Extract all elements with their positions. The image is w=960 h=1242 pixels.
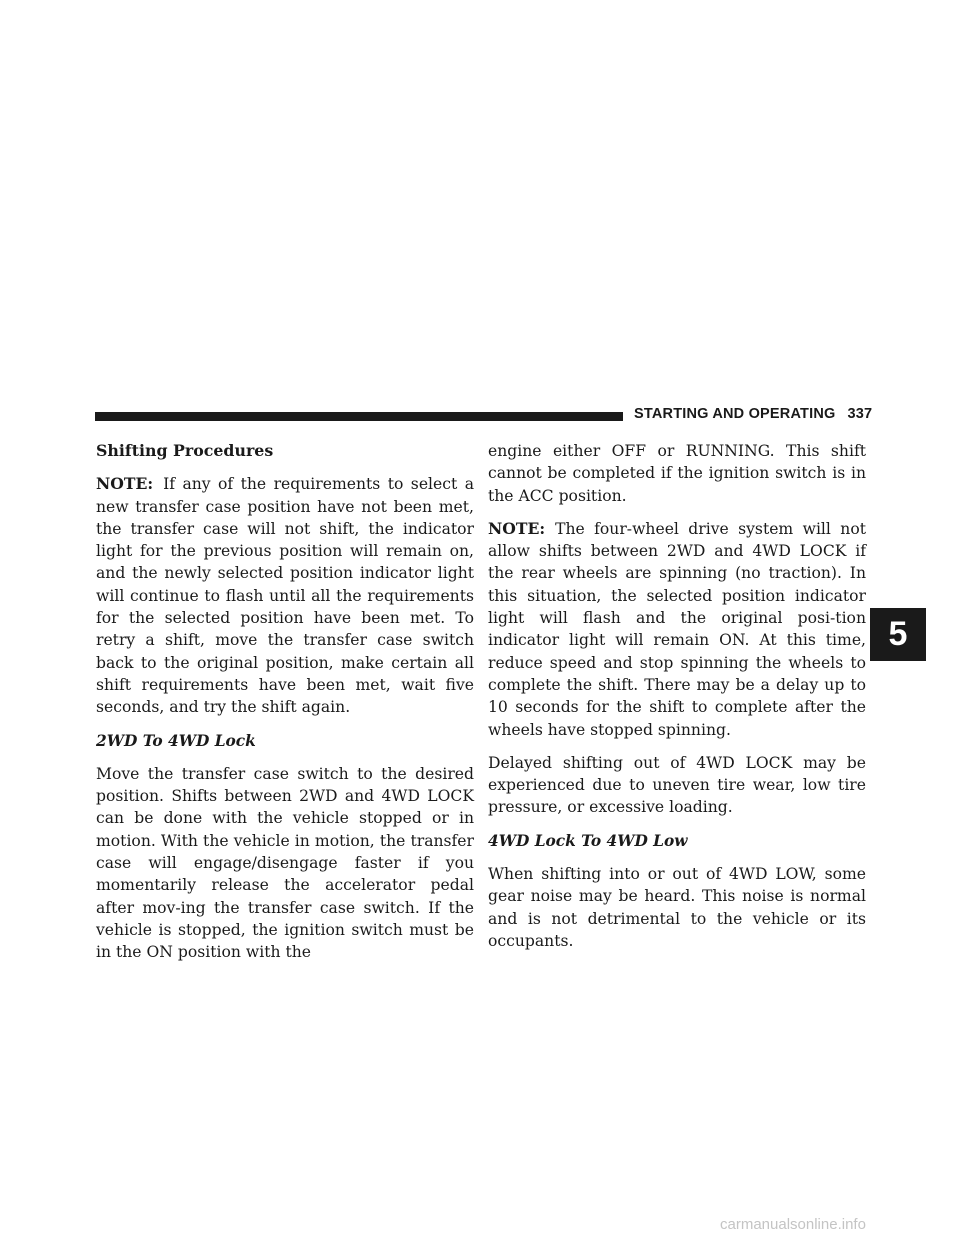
running-header (634, 406, 872, 422)
note-label: NOTE: (96, 474, 154, 494)
body-paragraph-continued: engine either OFF or RUNNING. This shift cannot be completed if the ignition switch is in the ACC position. (488, 442, 866, 505)
subheading-4wd-lock-to-4wd-low: 4WD Lock To 4WD Low (488, 831, 688, 850)
body-paragraph: Delayed shifting out of 4WD LOCK may be experienced due to uneven tire wear, low tire pressure, or excessive loading. (488, 753, 866, 817)
right-column (488, 440, 866, 952)
subheading-2wd-to-4wd-lock: 2WD To 4WD Lock (96, 731, 256, 750)
section-title: STARTING AND OPERATING (634, 406, 836, 422)
chapter-tab: 5 (870, 608, 926, 661)
body-paragraph: When shifting into or out of 4WD LOW, some gear noise may be heard. This noise is normal and is not detrimental to the vehicle or its occupants. (488, 865, 866, 950)
watermark: carmanualsonline.info (720, 1216, 866, 1233)
note-text: If any of the requirements to select a new transfer case position have not been met, the transfer case will not shift, the indicator light for the previous position will remain on, and the newly selected position indicator light will continue to flash until all the requirements for the selected position have been met. To retry a shift, move the transfer case switch back to the original position, make certain all shift requirements have been met, wait five seconds, and try the shift again. (96, 475, 474, 717)
header-rule (95, 412, 623, 421)
page-number: 337 (847, 406, 873, 422)
left-column (96, 440, 474, 964)
note-label: NOTE: (488, 518, 546, 538)
note-paragraph-2 (488, 518, 866, 741)
note-text: The four-wheel drive system will not allow shifts between 2WD and 4WD LOCK if the rear wheels are spinning (no traction). In this situation, the selected position indicator light will flash and the original posi-tion indicator light will remain ON. At this time, reduce speed and stop spinning the wheels to complete the shift. There may be a delay up to 10 seconds for the shift to complete after the wheels have stopped spinning. (488, 519, 866, 739)
body-paragraph: Move the transfer case switch to the desired position. Shifts between 2WD and 4WD LOCK can be done with the vehicle stopped or in motion. With the vehicle in motion, the transfer case will engage/disengage faster if you momentarily release the accelerator pedal after mov-ing the transfer case switch. If the vehicle is stopped, the ignition switch must be in the ON position with the (96, 764, 474, 962)
note-paragraph-1 (96, 473, 474, 718)
section-heading: Shifting Procedures (96, 441, 274, 460)
